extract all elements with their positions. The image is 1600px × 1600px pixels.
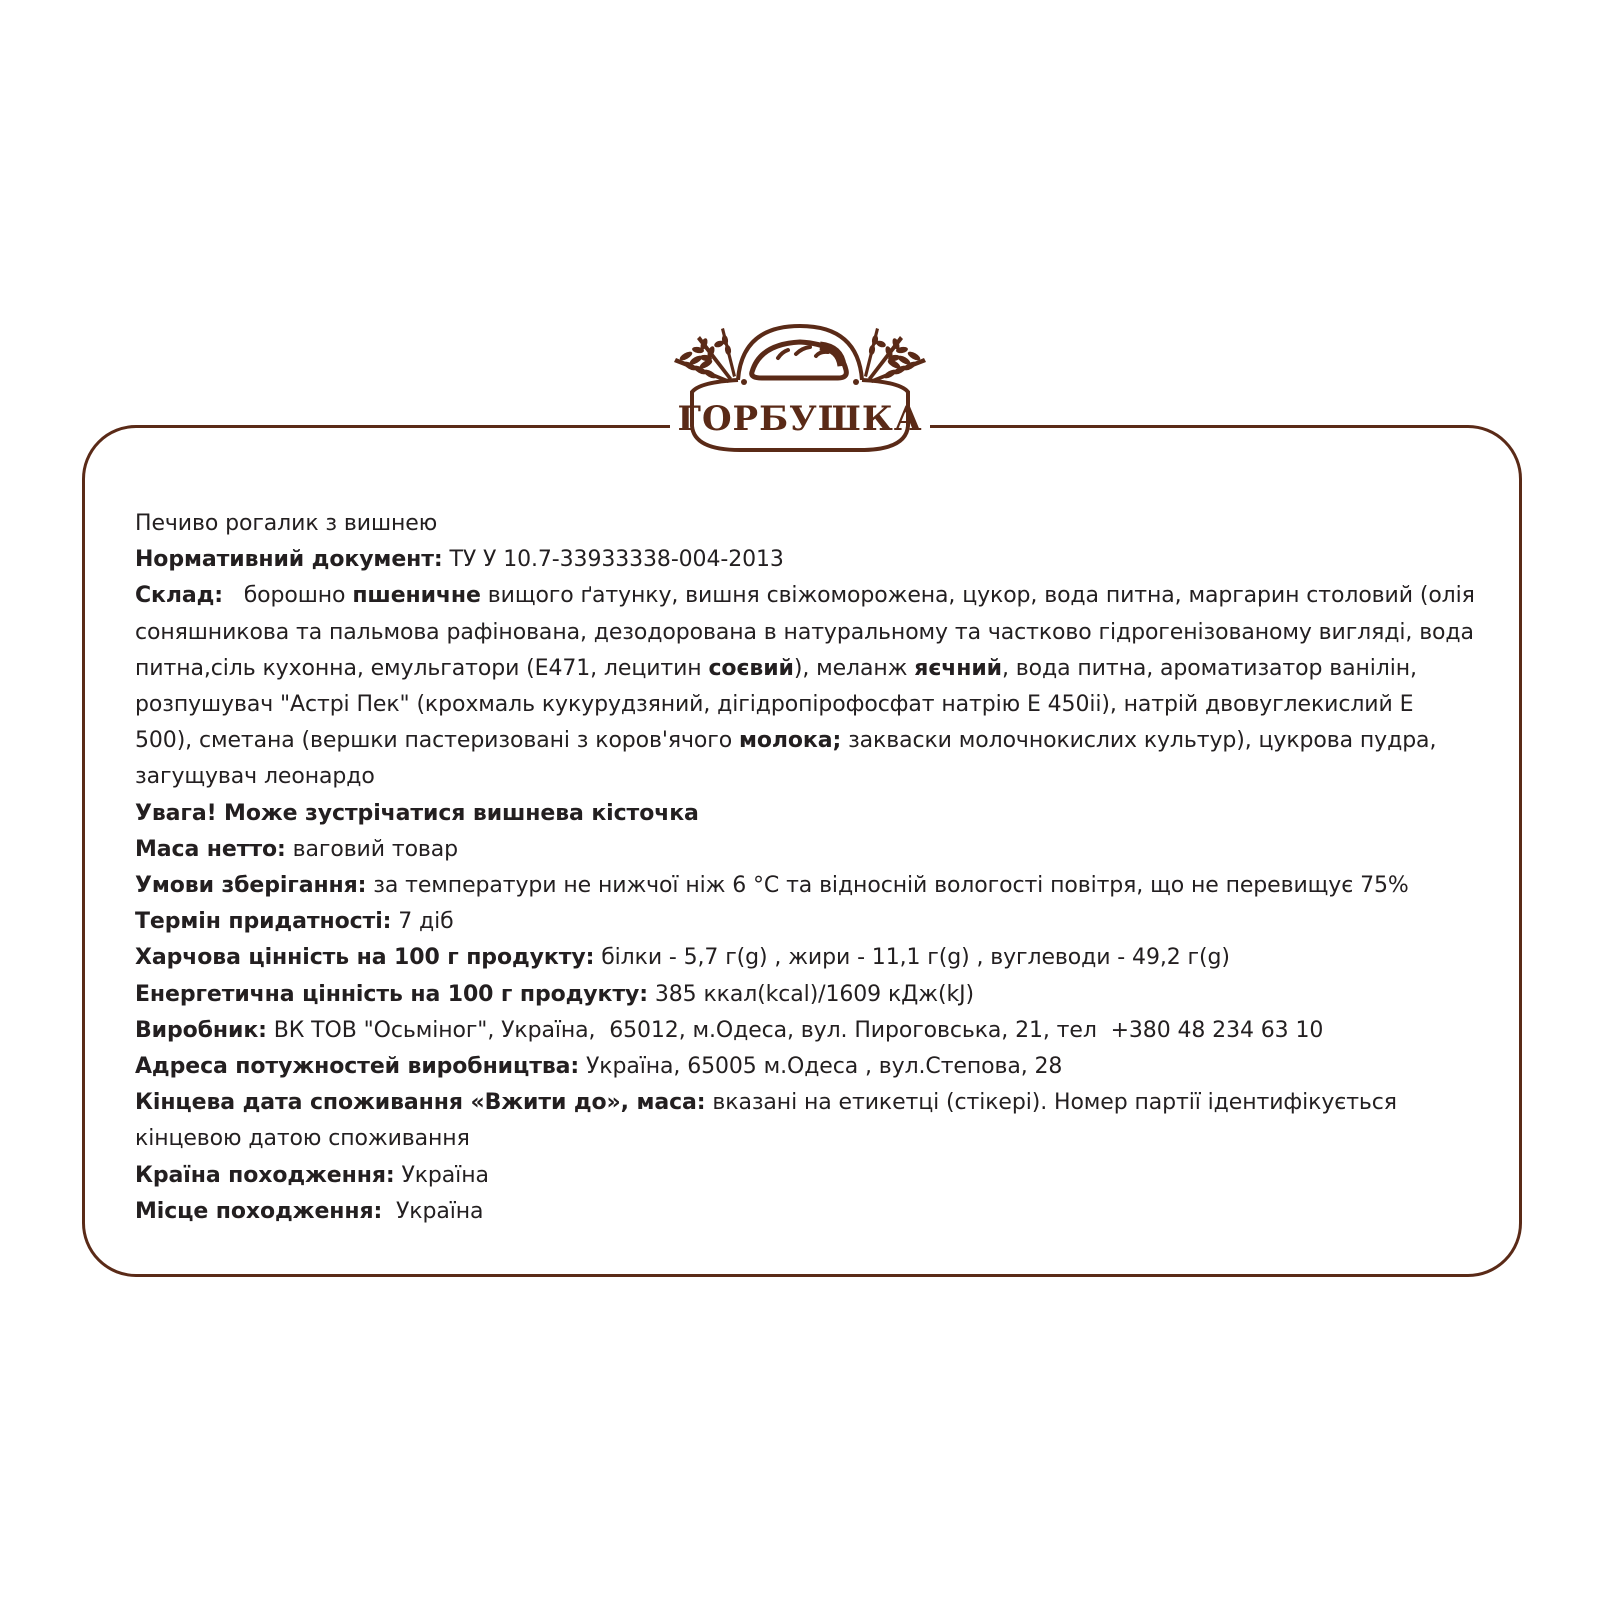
allergen-wheat: пшеничне xyxy=(352,583,481,609)
shelf-life-value: 7 діб xyxy=(391,909,454,935)
producer-value: ВК ТОВ "Осьміног", Україна, 65012, м.Одеса, вул. Пироговська, 21, тел +380 48 234 63 10 xyxy=(266,1017,1324,1043)
bread-wheat-icon xyxy=(670,322,930,468)
storage-label: Умови зберігання: xyxy=(135,873,367,899)
facility-row xyxy=(135,1049,1475,1085)
composition-row xyxy=(135,578,1475,795)
composition-text: вищого ґатунку, вишня свіжоморожена, цукор, вода питна, маргарин столовий (олія соняшникова та пальмова рафінована, дезодорована в натуральному та частково гідрогенізованому вигляді, вода питна,сіль кухонна, емульгатори (Е471, лецитин xyxy=(135,583,1475,681)
shelf-life-label: Термін придатності: xyxy=(135,909,392,935)
normative-row xyxy=(135,542,1475,578)
end-date-value: вказані на етикетці (стікері). Номер партії ідентифікується кінцевою датою споживання xyxy=(135,1090,1397,1152)
facility-label: Адреса потужностей виробництва: xyxy=(135,1054,580,1080)
composition-label: Склад: xyxy=(135,583,224,609)
warning-row xyxy=(135,796,1475,832)
allergen-milk: молока; xyxy=(738,728,842,754)
country-label: Країна походження: xyxy=(135,1162,395,1188)
nutrition-label: Харчова цінність на 100 г продукту: xyxy=(135,945,595,971)
country-row xyxy=(135,1158,1475,1194)
product-name: Печиво рогалик з вишнею xyxy=(135,511,438,536)
producer-label: Виробник: xyxy=(135,1017,267,1043)
net-weight-value: ваговий товар xyxy=(285,836,459,862)
nutrition-row xyxy=(135,940,1475,976)
brand-logo xyxy=(670,322,930,468)
net-weight-label: Маса нетто: xyxy=(135,836,286,862)
composition-text: , вода питна, ароматизатор ванілін, розпушувач "Астрі Пек" (крохмаль кукурудзяний, дігідропірофосфат натрію Е 450іі), натрій двовуглекислий Е 500), сметана (вершки пастеризовані з коров'ячого xyxy=(135,655,1417,754)
end-date-row xyxy=(135,1085,1475,1157)
allergen-egg: яєчний xyxy=(914,655,1002,681)
facility-value: Україна, 65005 м.Одеса , вул.Степова, 28 xyxy=(579,1054,1063,1080)
place-label: Місце походження: xyxy=(135,1198,383,1224)
composition-text: ), меланж xyxy=(793,655,915,681)
shelf-life-row xyxy=(135,904,1475,940)
energy-row xyxy=(135,977,1475,1013)
energy-label: Енергетична цінність на 100 г продукту: xyxy=(135,981,648,1007)
net-weight-row xyxy=(135,832,1475,868)
product-info xyxy=(135,506,1475,1230)
nutrition-value: білки - 5,7 г(g) , жири - 11,1 г(g) , вуглеводи - 49,2 г(g) xyxy=(594,945,1230,971)
producer-row xyxy=(135,1013,1475,1049)
end-date-label: Кінцева дата споживання «Вжити до», маса: xyxy=(135,1090,706,1116)
place-value: Україна xyxy=(382,1198,484,1224)
country-value: Україна xyxy=(394,1162,489,1188)
allergen-soy: соєвий xyxy=(708,655,794,681)
composition-text: борошно xyxy=(223,583,353,609)
storage-value: за температури не нижчої ніж 6 °С та відносній вологості повітря, що не перевищує 75% xyxy=(366,873,1409,899)
warning-text: Увага! Може зустрічатися вишнева кісточка xyxy=(135,800,699,826)
normative-label: Нормативний документ: xyxy=(135,547,443,573)
storage-row xyxy=(135,868,1475,904)
place-row xyxy=(135,1194,1475,1230)
normative-value: ТУ У 10.7-33933338-004-2013 xyxy=(442,547,784,573)
composition-text: закваски молочнокислих культур), цукрова пудра, загущувач леонардо xyxy=(135,728,1437,790)
brand-name: ГОРБУШКА xyxy=(677,399,923,439)
energy-value: 385 ккал(kcal)/1609 кДж(kJ) xyxy=(647,981,974,1007)
